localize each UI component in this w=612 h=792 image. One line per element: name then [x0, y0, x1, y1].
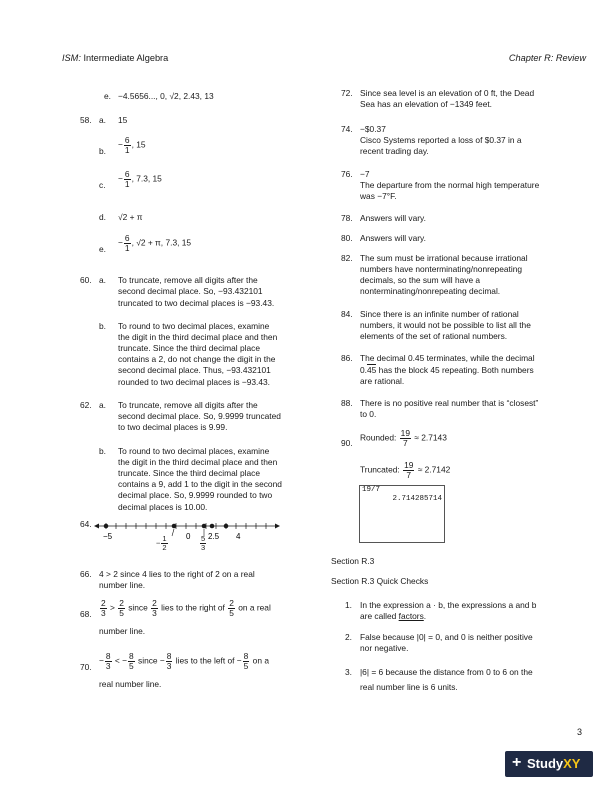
- quick-check-3-number: 3.: [345, 667, 352, 677]
- p66-line-2: number line.: [99, 580, 146, 590]
- q3-line-1: |6| = 6 because the distance from 0 to 6 on the: [360, 667, 533, 677]
- half-pointer: [172, 529, 174, 536]
- problem-80-number: 80.: [341, 233, 353, 243]
- p60a-line-1: To truncate, remove all digits after the: [118, 275, 258, 285]
- problem-88-number: 88.: [341, 398, 353, 408]
- p60a-label: a.: [99, 275, 106, 285]
- problem-74-number: 74.: [341, 124, 353, 134]
- p70-line-2: real number line.: [99, 679, 162, 689]
- p56e-label: e.: [104, 91, 111, 101]
- p86-line-2: 0.45 has the block 45 repeating. Both numbers: [360, 365, 534, 375]
- label-half-fraction: [161, 535, 167, 552]
- p68-frac-3: $\frac{2}{3}$: [152, 598, 157, 618]
- p74-line-2: Cisco Systems reported a loss of $0.37 in a: [360, 135, 522, 145]
- p88-line-2: to 0.: [360, 409, 377, 419]
- p76-line-2: The departure from the normal high temperature: [360, 180, 540, 190]
- p60a-line-2: second decimal place. So, −93.432101: [118, 286, 263, 296]
- p58b-rest: , 15: [131, 139, 146, 150]
- point-2-5: [210, 524, 215, 529]
- p60b-line-4: contains a 2, do not change the digit in the: [118, 354, 276, 364]
- p68-frac-1: $\frac{2}{3}$: [101, 598, 106, 618]
- p62b-label: b.: [99, 446, 106, 456]
- p88-line-1: There is no positive real number that is “closest”: [360, 398, 539, 408]
- number-line-left-arrow: [94, 524, 99, 529]
- p82-line-4: nonterminating/nonrepeating decimal.: [360, 286, 501, 296]
- p84-line-1: Since there is an infinite number of rational: [360, 309, 519, 319]
- label-half-denominator: 2: [162, 543, 167, 552]
- point-neg-half: [172, 524, 177, 529]
- problem-66-number: 66.: [80, 569, 92, 579]
- p70-frac-1: $\frac{8}{3}$: [105, 651, 111, 671]
- p86-line-1: The decimal 0.45 terminates, while the decimal: [360, 353, 535, 363]
- q2-line-1: False because |0| = 0, and 0 is neither positive: [360, 632, 533, 642]
- calculator-input: 19/7: [362, 486, 381, 494]
- p60a-line-3: truncated to two decimal places is −93.43.: [118, 298, 275, 308]
- label-2-5: 2.5: [208, 532, 220, 541]
- p90-truncated-fraction: $\frac{19}{7}$: [404, 460, 414, 480]
- p76-line-1: −7: [360, 169, 370, 179]
- p58e-fraction: [124, 234, 131, 253]
- p70-frac-3: $\frac{8}{3}$: [166, 651, 172, 671]
- p68-line-2: number line.: [99, 626, 146, 636]
- p58e-denominator: 1: [124, 243, 130, 253]
- point-5-thirds: [202, 524, 207, 529]
- p60b-line-2: the digit in the third decimal place and then: [118, 332, 278, 342]
- p72-line-2: Sea has an elevation of −1349 feet.: [360, 99, 493, 109]
- p60b-line-5: second decimal place. Thus, −93.432101: [118, 365, 271, 375]
- p74-line-1: −$0.37: [360, 124, 386, 134]
- p62b-line-6: decimal places is 10.00.: [118, 502, 208, 512]
- p58c-minus: −: [118, 173, 123, 184]
- calculator-screen: [359, 485, 445, 543]
- quick-check-1-number: 1.: [345, 600, 352, 610]
- q3-line-2: real number line is 6 units.: [360, 682, 458, 692]
- page-number: 3: [576, 727, 582, 737]
- problem-58-number: 58.: [80, 115, 92, 125]
- quick-checks-heading: Section R.3 Quick Checks: [331, 576, 429, 586]
- repeating-bar: 45: [367, 365, 377, 375]
- factors-underlined: factors: [398, 611, 424, 621]
- logo-text: StudyXY: [527, 756, 581, 771]
- q1-line-1: In the expression a · b, the expressions a and b: [360, 600, 537, 610]
- q1-line-2: are called factors.: [360, 611, 427, 621]
- p58b-label: b.: [99, 146, 106, 156]
- problem-78-number: 78.: [341, 213, 353, 223]
- number-line-right-arrow: [275, 524, 280, 529]
- p62a-line-2: second decimal place. So, 9.9999 truncated: [118, 411, 281, 421]
- label-5-thirds: [199, 535, 207, 552]
- problem-64-number: 64.: [80, 519, 92, 529]
- problem-62-number: 62.: [80, 400, 92, 410]
- p58a-label: a.: [99, 115, 106, 125]
- p58c-label: c.: [99, 180, 106, 190]
- p68-expr: $\frac{2}{3}$ > $\frac{2}{5}$ since $\frac{2}{3}$ lies to the right of $\frac{2}{5}$ on a real: [101, 598, 271, 618]
- p58b-numerator: 6: [124, 135, 130, 145]
- p70-expr: − $\frac{8}{3}$ < − $\frac{8}{5}$ since − $\frac{8}{3}$ lies to the left of − $\frac{8}{5}$ on a: [99, 651, 269, 671]
- p58c-denominator: 1: [124, 179, 130, 189]
- p60b-line-1: To round to two decimal places, examine: [118, 321, 270, 331]
- label-neg-half: [156, 535, 169, 552]
- point-neg5: [104, 524, 109, 529]
- studyxy-logo[interactable]: [505, 751, 593, 777]
- p66-line-1: 4 > 2 since 4 lies to the right of 2 on a real: [99, 569, 255, 579]
- p70-frac-2: $\frac{8}{5}$: [129, 651, 134, 671]
- label-0: 0: [186, 532, 191, 541]
- running-header-title: [62, 53, 168, 64]
- label-neg5: −5: [103, 532, 113, 541]
- p60b-label: b.: [99, 321, 106, 331]
- p62b-line-3: truncate. Since the third decimal place: [118, 468, 260, 478]
- p60b-line-6: rounded to two decimal places is −93.43.: [118, 377, 271, 387]
- p62b-line-2: the digit in the third decimal place and then: [118, 457, 278, 467]
- problem-84-number: 84.: [341, 309, 353, 319]
- p80-text: Answers will vary.: [360, 233, 426, 243]
- p58e-rest: , √2 + π, 7.3, 15: [131, 237, 192, 248]
- p90-rounded: Rounded: $\frac{19}{7}$ ≈ 2.7143: [360, 428, 447, 448]
- section-heading: Section R.3: [331, 556, 375, 566]
- p58c-fraction: [124, 170, 131, 189]
- header-title-rest: Intermediate Algebra: [80, 53, 169, 63]
- p58b-expr: [118, 136, 146, 155]
- p90-truncated: Truncated: $\frac{19}{7}$ ≈ 2.7142: [360, 460, 451, 480]
- p82-line-3: decimals, so the sum will have a: [360, 275, 481, 285]
- p84-line-3: elements of the set of rational numbers.: [360, 331, 508, 341]
- p58b-fraction: [124, 136, 131, 155]
- p58b-denominator: 1: [124, 145, 130, 155]
- problem-68-number: 68.: [80, 609, 92, 619]
- logo-plus-icon: +: [512, 754, 522, 771]
- p58c-expr: [118, 170, 162, 189]
- p74-line-3: recent trading day.: [360, 146, 429, 156]
- p58d-text: √2 + π: [118, 212, 143, 222]
- number-line: [94, 516, 280, 560]
- p86-line-3: are rational.: [360, 376, 405, 386]
- p58a-text: 15: [118, 115, 128, 125]
- problem-60-number: 60.: [80, 275, 92, 285]
- quick-check-2-number: 2.: [345, 632, 352, 642]
- label-half-numerator: 1: [162, 534, 167, 543]
- label-5-thirds-denominator: 3: [201, 543, 206, 552]
- running-header-chapter: Chapter R: Review: [508, 53, 586, 63]
- q2-line-2: nor negative.: [360, 643, 409, 653]
- problem-70-number: 70.: [80, 662, 92, 672]
- p62a-line-3: to two decimal places is 9.99.: [118, 422, 228, 432]
- p58e-expr: [118, 234, 191, 253]
- p60b-line-3: truncate. Since the third decimal place: [118, 343, 260, 353]
- p58e-minus: −: [118, 237, 123, 248]
- problem-82-number: 82.: [341, 253, 353, 263]
- p68-frac-4: $\frac{2}{5}$: [229, 598, 234, 618]
- p58b-minus: −: [118, 139, 123, 150]
- label-5-thirds-fraction: [200, 535, 206, 552]
- point-4: [224, 524, 229, 529]
- p84-line-2: numbers, it would not be possible to list all the: [360, 320, 531, 330]
- p82-line-2: numbers have nonterminating/nonrepeating: [360, 264, 523, 274]
- label-4: 4: [236, 532, 241, 541]
- header-title-italic: ISM:: [62, 53, 81, 63]
- p90-rounded-fraction: $\frac{19}{7}$: [400, 428, 410, 448]
- p82-line-1: The sum must be irrational because irrational: [360, 253, 528, 263]
- p76-line-3: was −7°F.: [360, 191, 397, 201]
- p62b-line-4: contains a 9, add 1 to the digit in the second: [118, 479, 282, 489]
- p58c-numerator: 6: [124, 169, 130, 179]
- p62b-line-1: To round to two decimal places, examine: [118, 446, 270, 456]
- p56e-text: −4.5656..., 0, √2, 2.43, 13: [118, 91, 214, 101]
- p62b-line-5: decimal place. So, 9.9999 rounded to two: [118, 490, 273, 500]
- p68-frac-2: $\frac{2}{5}$: [119, 598, 124, 618]
- label-neg-half-minus: −: [156, 538, 161, 548]
- p62a-label: a.: [99, 400, 106, 410]
- p70-frac-4: $\frac{8}{5}$: [243, 651, 249, 671]
- p58e-label: e.: [99, 244, 106, 254]
- p78-text: Answers will vary.: [360, 213, 426, 223]
- problem-90-number: 90.: [341, 438, 353, 448]
- p72-line-1: Since sea level is an elevation of 0 ft, the Dead: [360, 88, 535, 98]
- p58c-rest: , 7.3, 15: [131, 173, 162, 184]
- p62a-line-1: To truncate, remove all digits after the: [118, 400, 258, 410]
- problem-72-number: 72.: [341, 88, 353, 98]
- calculator-output: 2.714285714: [392, 495, 442, 503]
- label-5-thirds-numerator: 5: [201, 534, 206, 543]
- problem-86-number: 86.: [341, 353, 353, 363]
- problem-76-number: 76.: [341, 169, 353, 179]
- p58d-label: d.: [99, 212, 106, 222]
- p58e-numerator: 6: [124, 233, 130, 243]
